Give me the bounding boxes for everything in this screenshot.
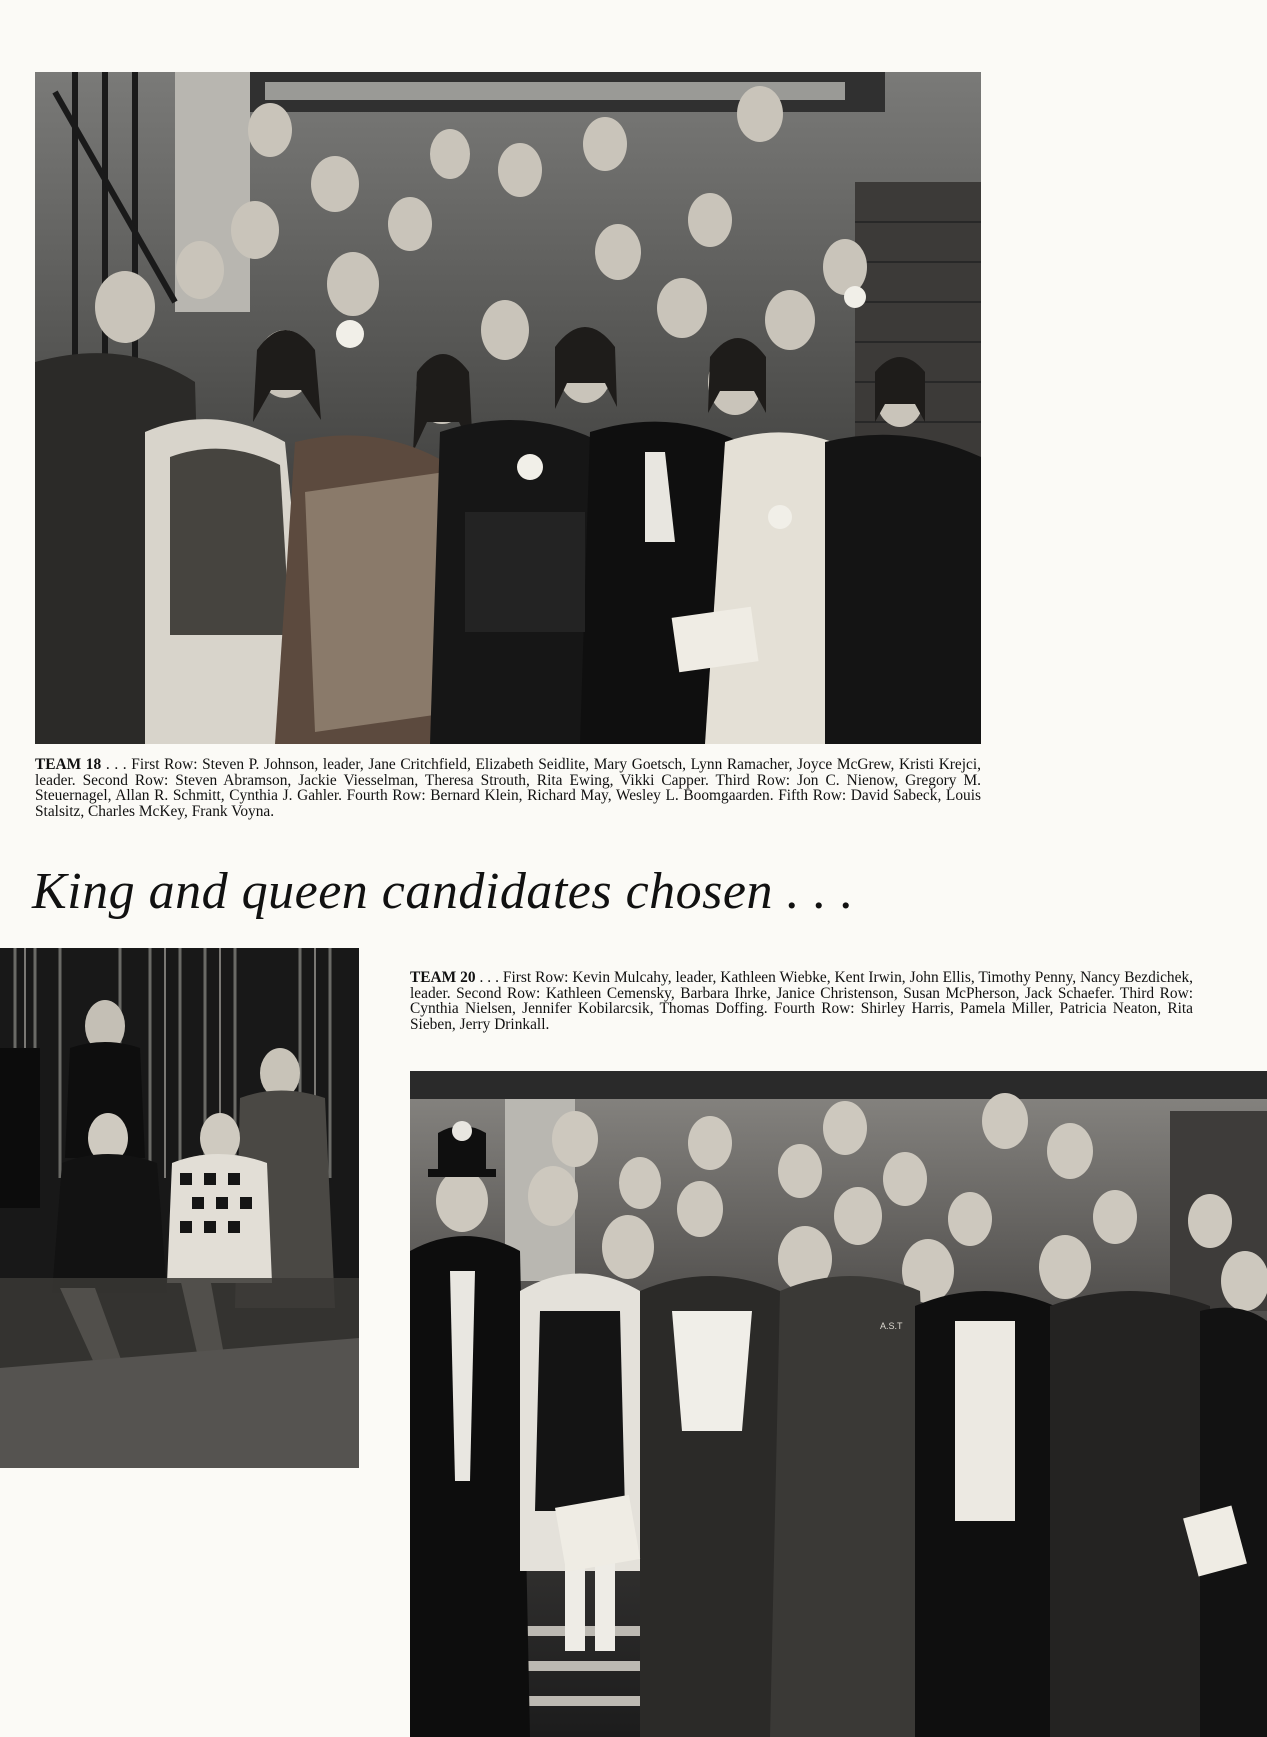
jacket-lettering: A.S.T — [880, 1321, 903, 1331]
candidates-photo-graphic — [0, 948, 359, 1468]
team-20-label: TEAM 20 — [410, 969, 476, 986]
team-20-photo — [410, 1071, 1267, 1737]
team-18-photo-graphic — [35, 72, 981, 744]
candidates-photo — [0, 948, 359, 1468]
team-18-label: TEAM 18 — [35, 756, 102, 773]
team-20-names: . . . First Row: Kevin Mulcahy, leader, Kathleen Wiebke, Kent Irwin, John Ellis, Timothy Penny, Nancy Bezdichek, leader. Second Row: Kathleen Cemensky, Barbara Ihrke, Janice Christenson, Susan McPherson, Jack Schaefer. Third Row: Cynthia Nielsen, Jennifer Kobilarcsik, Thomas Doffing. Fourth Row: Shirley Harris, Pamela Miller, Patricia Neaton, Rita Sieben, Jerry Drinkall. — [410, 969, 1193, 1033]
page-headline: King and queen candidates chosen . . . — [32, 863, 854, 920]
team-18-caption — [35, 757, 981, 819]
team-18-photo — [35, 72, 981, 744]
team-20-photo-graphic — [410, 1071, 1267, 1737]
team-20-caption — [410, 970, 1193, 1032]
team-18-names: . . . First Row: Steven P. Johnson, leader, Jane Critchfield, Elizabeth Seidlite, Mary Goetsch, Lynn Ramacher, Joyce McGrew, Kristi Krejci, leader. Second Row: Steven Abramson, Jackie Viesselman, Theresa Strouth, Rita Ewing, Vikki Capper. Third Row: Jon C. Nienow, Gregory M. Steuernagel, Allan R. Schmitt, Cynthia J. Gahler. Fourth Row: Bernard Klein, Richard May, Wesley L. Boomgaarden. Fifth Row: David Sabeck, Louis Stalsitz, Charles McKey, Frank Voyna. — [35, 756, 981, 820]
